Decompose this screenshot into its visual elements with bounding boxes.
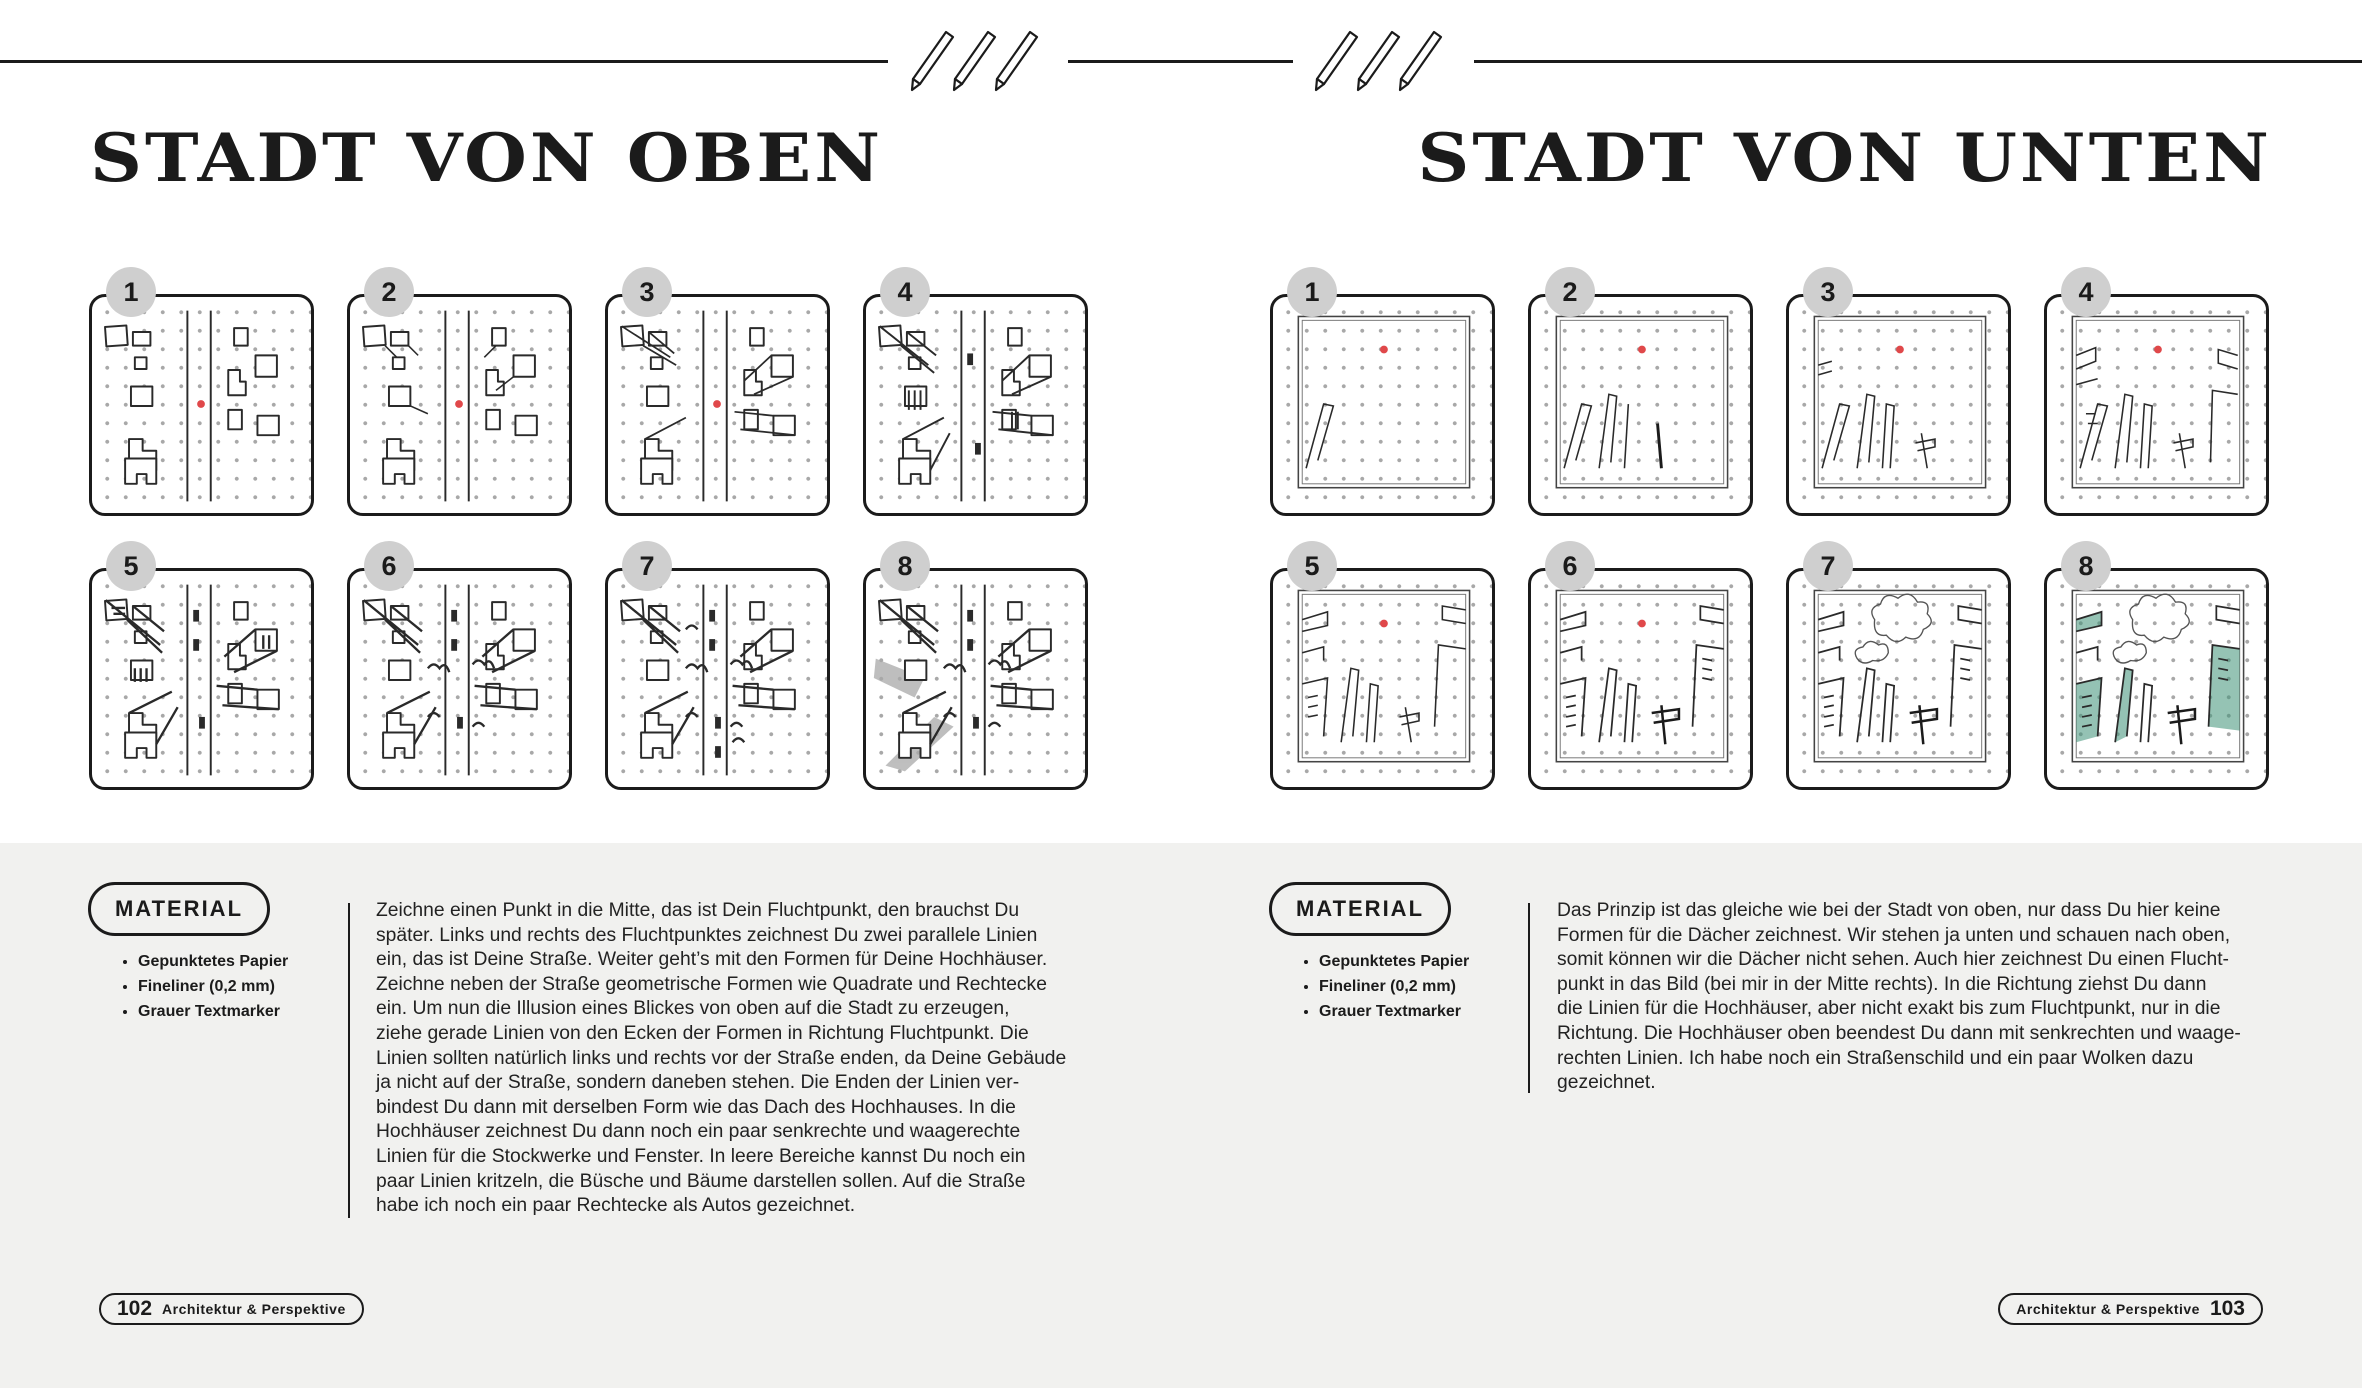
step-badge: 6 (364, 541, 414, 591)
sketch-panel-3 (605, 294, 830, 516)
material-list (116, 949, 288, 1024)
step-badge: 7 (622, 541, 672, 591)
sketch-panel-2 (347, 294, 572, 516)
step-badge: 4 (880, 267, 930, 317)
page-number: 102 (117, 1297, 153, 1320)
chapter-label: Architektur & Perspektive (2016, 1301, 2200, 1317)
instructions-text: Zeichne einen Punkt in die Mitte, das ist Dein Fluchtpunkt, den brauchst Du später. Links und rechts des Fluchtpunktes zeichnest Du zwei parallele Linien ein, das ist Deine Straße. Weiter geht’s mit den Formen für Deine Hochhäuser. Zeichne neben der Straße geometrische Formen wie Quadrate und Rechtecke ein. Um nun die Illusion eines Blickes von oben auf die Stadt zu erzeugen, ziehe gerade Linien von den Ecken der Formen in Richtung Fluchtpunkt. Die Linien sollten natürlich links und rechts vor der Straße enden, da Deine Gebäude ja nicht auf der Straße, sondern daneben stehen. Die Enden der Linien ver- bindest Du dann mit derselben Form wie das Dach des Hochhauses. In die Hochhäuser zeichnest Du dann noch ein paar senkrechte und waagerechte Linien für die Stockwerke und Fenster. In leere Bereiche kannst Du noch ein paar Linien kritzeln, die Büsche und Bäume darstellen sollen. Auf die Straße habe ich noch ein paar Rechtecke als Autos gezeichnet. (376, 900, 1067, 1217)
sketch-panel-8 (863, 568, 1088, 790)
top-rule-left (0, 60, 888, 63)
step-badge: 5 (106, 541, 156, 591)
sketch-panel-5 (1270, 568, 1495, 790)
material-label: MATERIAL (88, 882, 270, 936)
page-number-right (1998, 1293, 2263, 1325)
step-badge: 3 (622, 267, 672, 317)
sketch-panel-7 (1786, 568, 2011, 790)
sketch-panel-5 (89, 568, 314, 790)
material-label: MATERIAL (1269, 882, 1451, 936)
material-item: • Grauer Textmarker (138, 999, 288, 1024)
sketch-panel-6 (1528, 568, 1753, 790)
step-badge: 1 (1287, 267, 1337, 317)
sketch-panel-6 (347, 568, 572, 790)
step-badge: 8 (2061, 541, 2111, 591)
step-badge: 6 (1545, 541, 1595, 591)
step-badge: 7 (1803, 541, 1853, 591)
step-badge: 5 (1287, 541, 1337, 591)
step-badge: 4 (2061, 267, 2111, 317)
step-badge: 2 (364, 267, 414, 317)
sketch-panel-4 (863, 294, 1088, 516)
sketch-panel-8 (2044, 568, 2269, 790)
page-title-right: STADT VON UNTEN (1417, 118, 2272, 197)
divider (1528, 903, 1530, 1093)
sketch-panel-2 (1528, 294, 1753, 516)
material-list (1297, 949, 1469, 1024)
sketch-panel-1 (89, 294, 314, 516)
material-item: • Grauer Textmarker (1319, 999, 1469, 1024)
material-item: • Fineliner (0,2 mm) (138, 974, 288, 999)
step-badge: 3 (1803, 267, 1853, 317)
divider (348, 903, 350, 1218)
instructions-text: Das Prinzip ist das gleiche wie bei der Stadt von oben, nur dass Du hier keine Formen für die Dächer zeichnest. Wir stehen ja unten und schauen nach oben, somit können wir die Dächer nicht sehen. Auch hier zeichnest Du einen Flucht- punkt in das Bild (bei mir in der Mitte rechts). In die Richtung ziehst Du dann die Linien für die Hochhäuser, aber nicht exakt bis zum Fluchtpunkt, nur in die Richtung. Die Hochhäuser oben beendest Du dann mit senkrechten und waage- rechten Linien. Ich habe noch ein Straßenschild und ein paar Wolken dazu gezeichnet. (1557, 900, 2241, 1094)
material-item: • Gepunktetes Papier (138, 949, 288, 974)
sketch-panel-7 (605, 568, 830, 790)
sketch-panel-4 (2044, 294, 2269, 516)
step-badge: 2 (1545, 267, 1595, 317)
step-badge: 1 (106, 267, 156, 317)
sketch-panel-1 (1270, 294, 1495, 516)
chapter-label: Architektur & Perspektive (162, 1301, 346, 1317)
pencils-icon (1306, 28, 1456, 94)
page-number: 103 (2209, 1297, 2245, 1320)
top-rule-middle (1068, 60, 1293, 63)
page-title-left: STADT VON OBEN (90, 118, 884, 197)
material-item: • Gepunktetes Papier (1319, 949, 1469, 974)
sketch-panel-3 (1786, 294, 2011, 516)
step-badge: 8 (880, 541, 930, 591)
pencils-icon (902, 28, 1052, 94)
material-item: • Fineliner (0,2 mm) (1319, 974, 1469, 999)
page-number-left (99, 1293, 364, 1325)
top-rule-right (1474, 60, 2362, 63)
